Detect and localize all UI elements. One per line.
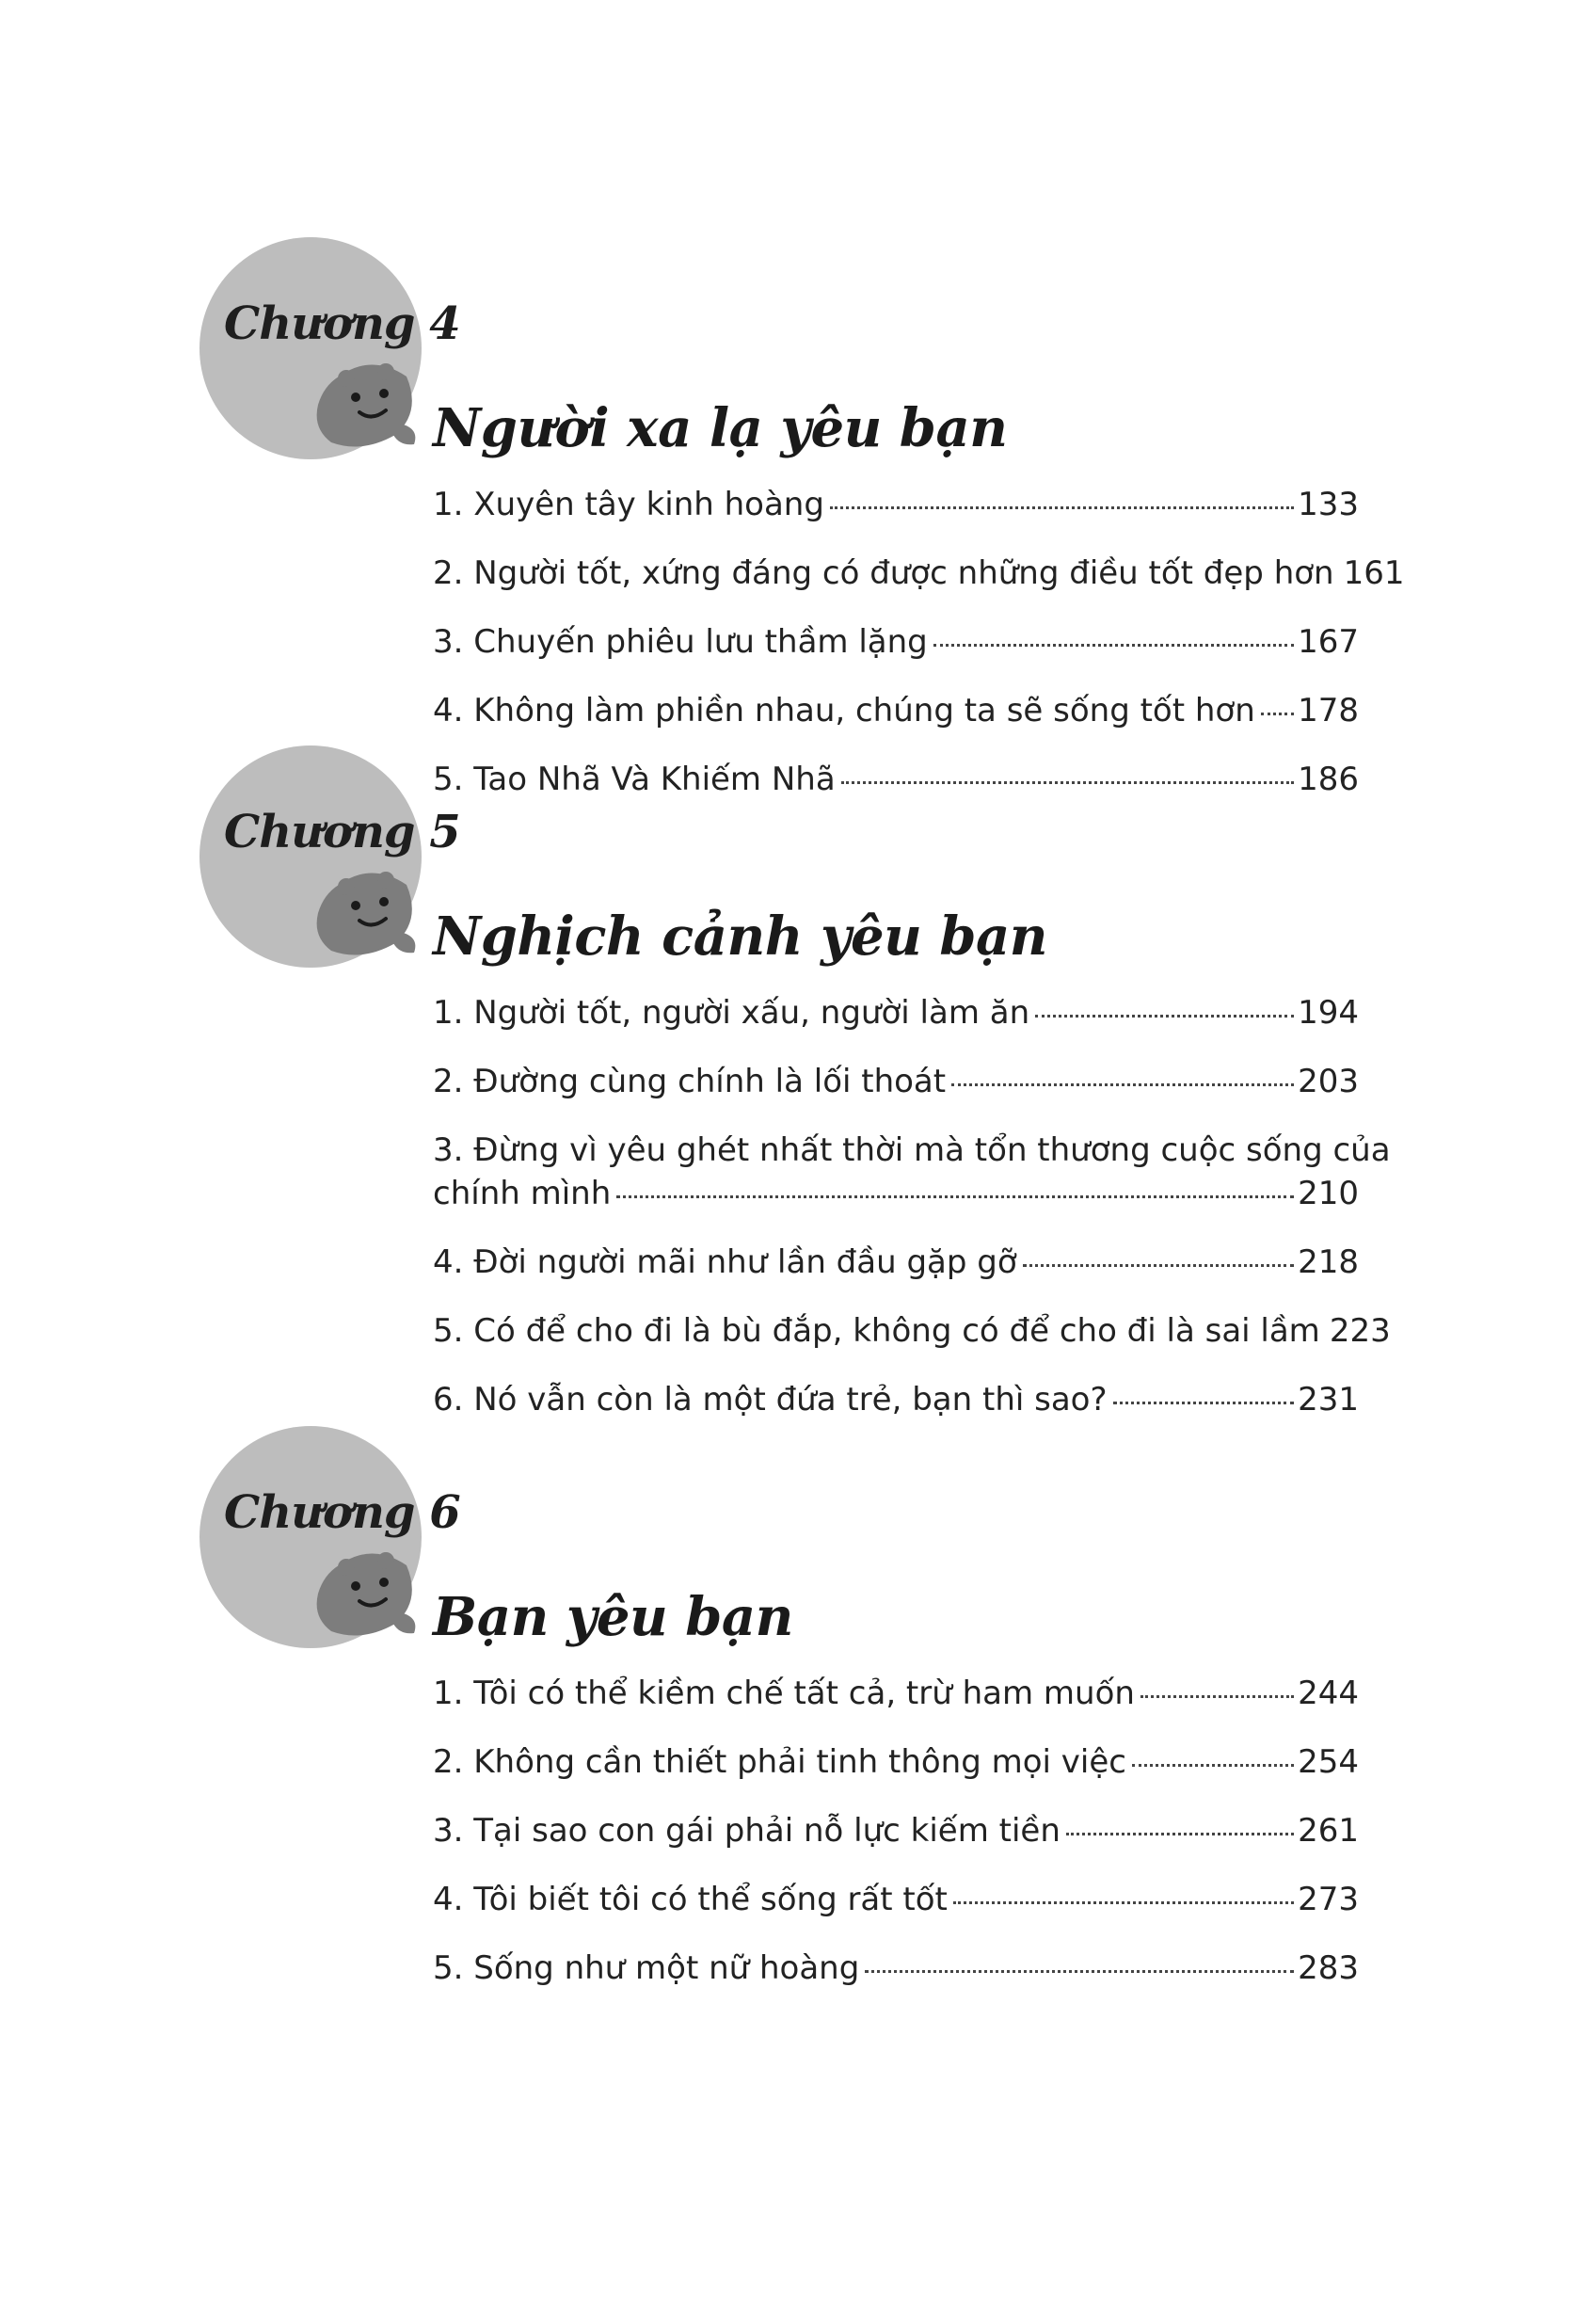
toc-page-number: 223 bbox=[1329, 1312, 1391, 1350]
toc-item[interactable] bbox=[433, 1947, 1359, 2015]
chapter-label: Chương 5 bbox=[224, 806, 460, 858]
toc-page-number: 186 bbox=[1298, 761, 1359, 798]
toc-leader bbox=[616, 1195, 1294, 1198]
toc-item-title-cont: chính mình bbox=[433, 1175, 612, 1212]
toc-item-title: 6. Nó vẫn còn là một đứa trẻ, bạn thì sao? bbox=[433, 1381, 1108, 1418]
toc-item-title: 4. Không làm phiền nhau, chúng ta sẽ sống tốt hơn bbox=[433, 692, 1255, 729]
toc-item[interactable] bbox=[433, 483, 1359, 552]
toc-leader bbox=[841, 781, 1294, 784]
toc-item-title: 5. Sống như một nữ hoàng bbox=[433, 1949, 860, 1987]
toc-item-title: 2. Không cần thiết phải tinh thông mọi việc bbox=[433, 1743, 1126, 1781]
toc-leader bbox=[1132, 1764, 1294, 1767]
chapter-badge bbox=[198, 1424, 460, 1650]
toc-item-title: 2. Người tốt, xứng đáng có được những điều tốt đẹp hơn bbox=[433, 554, 1334, 592]
toc-item[interactable] bbox=[433, 1878, 1359, 1947]
toc-item[interactable] bbox=[433, 552, 1405, 620]
toc-page-number: 178 bbox=[1298, 692, 1359, 729]
toc-item[interactable] bbox=[433, 1241, 1359, 1309]
toc-item-title: 2. Đường cùng chính là lối thoát bbox=[433, 1063, 947, 1100]
toc-leader bbox=[1066, 1833, 1294, 1835]
toc-page-number: 231 bbox=[1298, 1381, 1359, 1418]
toc-leader bbox=[1023, 1264, 1294, 1267]
toc-item[interactable] bbox=[433, 620, 1359, 689]
toc-page-number: 133 bbox=[1298, 486, 1359, 523]
toc-item[interactable] bbox=[433, 1672, 1359, 1740]
toc-page-number: 261 bbox=[1298, 1812, 1359, 1850]
toc-page-number: 254 bbox=[1298, 1743, 1359, 1781]
toc-leader bbox=[953, 1901, 1294, 1904]
toc-item[interactable] bbox=[433, 1809, 1359, 1878]
toc-page-number: 203 bbox=[1298, 1063, 1359, 1100]
chapter-title: Người xa lạ yêu bạn bbox=[433, 397, 1008, 459]
toc-leader bbox=[1035, 1015, 1294, 1018]
chapter-badge bbox=[198, 744, 460, 970]
toc-leader bbox=[933, 644, 1294, 647]
toc-item[interactable] bbox=[433, 1309, 1391, 1378]
toc-item[interactable] bbox=[433, 1378, 1359, 1447]
toc-item-title: 3. Tại sao con gái phải nỗ lực kiếm tiền bbox=[433, 1812, 1061, 1850]
toc-leader bbox=[865, 1970, 1294, 1973]
toc-item-title: 3. Chuyến phiêu lưu thầm lặng bbox=[433, 623, 928, 661]
toc-leader bbox=[1261, 713, 1294, 715]
toc-item-title: 5. Có để cho đi là bù đắp, không có để cho đi là sai lầm bbox=[433, 1312, 1320, 1350]
toc-item-title: 1. Tôi có thể kiềm chế tất cả, trừ ham muốn bbox=[433, 1675, 1135, 1712]
toc-item-title: 5. Tao Nhã Và Khiếm Nhã bbox=[433, 761, 836, 798]
toc-leader bbox=[830, 506, 1294, 509]
toc-item[interactable] bbox=[433, 758, 1359, 826]
toc-leader bbox=[951, 1083, 1294, 1086]
toc-item[interactable] bbox=[433, 689, 1359, 758]
toc-item[interactable] bbox=[433, 991, 1359, 1060]
toc-page-number: 194 bbox=[1298, 994, 1359, 1032]
chapter-label: Chương 6 bbox=[224, 1486, 460, 1539]
toc-leader bbox=[1140, 1695, 1294, 1698]
toc-page-number: 210 bbox=[1298, 1175, 1359, 1212]
toc-item-title: 1. Người tốt, người xấu, người làm ăn bbox=[433, 994, 1030, 1032]
toc-list bbox=[433, 991, 1391, 1447]
toc-list bbox=[433, 1672, 1359, 2015]
toc-page-number: 167 bbox=[1298, 623, 1359, 661]
toc-page-number: 273 bbox=[1298, 1881, 1359, 1918]
chapter-title: Nghịch cảnh yêu bạn bbox=[433, 906, 1047, 968]
toc-item-title: 1. Xuyên tây kinh hoàng bbox=[433, 486, 824, 523]
toc-leader bbox=[1113, 1402, 1295, 1404]
toc-list bbox=[433, 483, 1405, 826]
toc-page-number: 161 bbox=[1343, 554, 1405, 592]
toc-item-title: 4. Đời người mãi như lần đầu gặp gỡ bbox=[433, 1243, 1017, 1281]
chapter-badge bbox=[198, 235, 460, 461]
toc-page-number: 244 bbox=[1298, 1675, 1359, 1712]
toc-item-title: 3. Đừng vì yêu ghét nhất thời mà tổn thương cuộc sống của bbox=[433, 1131, 1391, 1169]
toc-item-title: 4. Tôi biết tôi có thể sống rất tốt bbox=[433, 1881, 948, 1918]
chapter-label: Chương 4 bbox=[224, 297, 460, 350]
toc-item[interactable] bbox=[433, 1129, 1391, 1215]
toc-page-number: 218 bbox=[1298, 1243, 1359, 1281]
toc-item[interactable] bbox=[433, 1060, 1359, 1129]
toc-item[interactable] bbox=[433, 1740, 1359, 1809]
toc-page-number: 283 bbox=[1298, 1949, 1359, 1987]
chapter-title: Bạn yêu bạn bbox=[433, 1586, 793, 1648]
